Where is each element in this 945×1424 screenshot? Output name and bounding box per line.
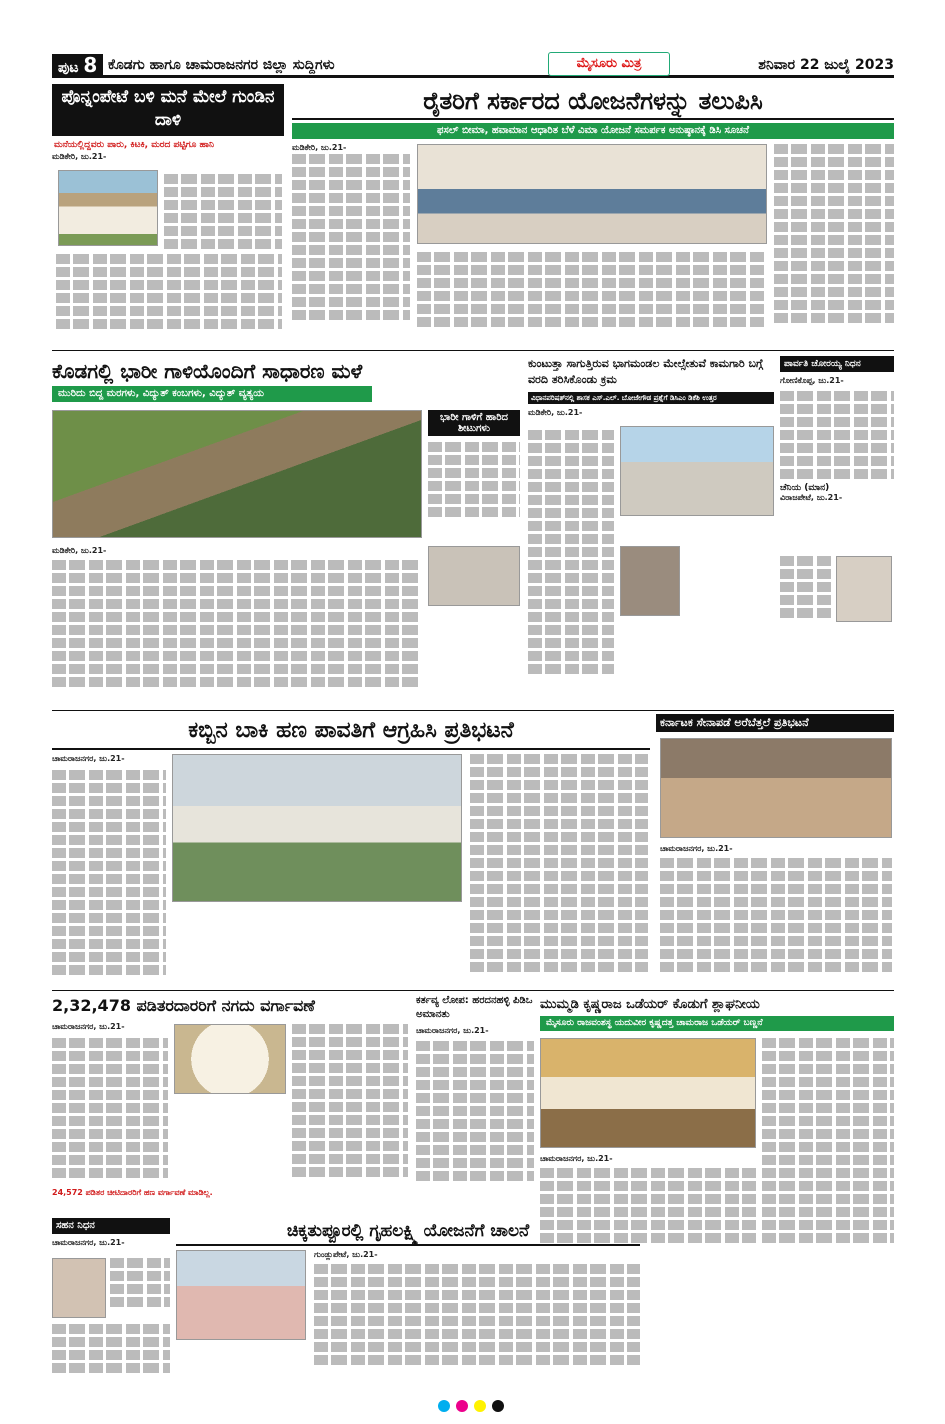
story-pdo [416, 994, 534, 1214]
registration-mark [492, 1400, 504, 1412]
page-number-badge [52, 54, 103, 76]
dateline: ಚಾಮರಾಜನಗರ, ಜು.21- [660, 844, 733, 853]
story-text-lines [780, 556, 832, 621]
dateline: ಮಡಿಕೇರಿ, ಜು.21- [528, 408, 583, 417]
story-text-lines [314, 1264, 640, 1368]
section-title: ಕೊಡಗು ಹಾಗೂ ಚಾಮರಾಜನಗರ ಜಿಲ್ಲಾ ಸುದ್ದಿಗಳು [108, 57, 335, 73]
registration-mark [474, 1400, 486, 1412]
story-text-lines [528, 430, 614, 677]
wadiyar-photo [540, 1038, 756, 1148]
dateline: ಮಡಿಕೇರಿ, ಜು.21- [52, 152, 107, 161]
divider [52, 990, 894, 991]
registration-mark [456, 1400, 468, 1412]
newspaper-logo: ಮೈಸೂರು ಮಿತ್ರ [548, 52, 670, 76]
story-ponnampete [52, 84, 284, 344]
headline-gruhalakshmi: ಚಿಕ್ಕತುಪ್ಪೂರಲ್ಲಿ ಗೃಹಲಕ್ಷ್ಮಿ ಯೋಜನೆಗೆ ಚಾಲನೆ [176, 1218, 640, 1246]
roof-photo [428, 546, 520, 606]
cash-tail [52, 1188, 213, 1199]
story-text-lines [762, 1038, 894, 1246]
story-text-lines [110, 1258, 170, 1310]
dateline: ವಿರಾಜಪೇಟೆ, ಜು.21- [780, 492, 843, 502]
fallen-tree-photo [52, 410, 422, 538]
subhead-farmers: ಫಸಲ್ ಬೀಮಾ, ಹವಾಮಾನ ಆಧಾರಿತ ಬೆಳೆ ವಿಮಾ ಯೋಜನೆ ಸಮರ್ಪಕ ಅನುಷ್ಠಾನಕ್ಕೆ ಡಿಸಿ ಸೂಚನೆ [292, 123, 894, 139]
portrait-photo [836, 556, 892, 622]
story-gruhalakshmi [176, 1218, 640, 1378]
dateline: ಚಾಮರಾಜನಗರ, ಜು.21- [540, 1154, 613, 1163]
story-rain [52, 356, 520, 706]
dateline: ಮಡಿಕೇರಿ, ಜು.21- [52, 546, 107, 555]
story-bridge [528, 356, 774, 706]
headline-cash: 2,32,478 ಪಡಿತರದಾರರಿಗೆ ನಗದು ವರ್ಗಾವಣೆ [52, 996, 315, 1015]
sidebar-sheets [428, 410, 520, 540]
dateline: ಚಾಮರಾಜನಗರ, ಜು.21- [52, 1238, 125, 1247]
story-text-lines [164, 174, 282, 252]
masthead [52, 52, 894, 78]
story-karnataka-sena [656, 714, 894, 986]
sidebar-title: ಭಾರೀ ಗಾಳಿಗೆ ಹಾರಿದ ಶೀಟುಗಳು [428, 410, 520, 436]
story-text-lines [292, 154, 410, 323]
subhead-rain: ಮುರಿದು ಬಿದ್ದ ಮರಗಳು, ವಿದ್ಯುತ್ ಕಂಬಗಳು, ವಿದ್ಯುತ್ ವ್ಯತ್ಯಯ [52, 386, 372, 402]
story-text-lines [52, 1038, 168, 1181]
headline-farmers: ರೈತರಿಗೆ ಸರ್ಕಾರದ ಯೋಜನೆಗಳನ್ನು ತಲುಪಿಸಿ [292, 84, 894, 120]
obituary-column [780, 356, 894, 706]
story-farmers [292, 84, 894, 344]
house-photo [58, 170, 158, 246]
story-text-lines [52, 770, 166, 978]
cash-tail-number: 24,572 [52, 1188, 83, 1197]
divider [52, 350, 894, 351]
story-wadiyar [540, 994, 894, 1254]
dateline: ಗುಂಡ್ಲುಪೇಟೆ, ಜು.21- [314, 1250, 378, 1259]
story-sugarcane [52, 714, 650, 986]
protest-photo [172, 754, 462, 902]
dateline: ಮಡಿಕೇರಿ, ಜು.21- [292, 143, 347, 152]
event-photo [176, 1250, 306, 1340]
story-text-lines [56, 254, 282, 332]
story-text-lines [774, 144, 894, 326]
dateline: ಚಾಮರಾಜನಗರ, ಜು.21- [52, 754, 125, 763]
obituary-title: ಪಾರ್ವತಿ ಚೋರಯ್ಯ ನಿಧನ [780, 356, 894, 372]
story-cash [52, 994, 410, 1214]
death-notice-title: ಸಹನ ನಿಧನ [52, 1218, 170, 1234]
subhead-ponnampete: ಮನೆಯಲ್ಲಿದ್ದವರು ಪಾರು, ಕಿಟಕಿ, ಮರದ ಪಟ್ಟಿಗೂ ಹಾನಿ [54, 140, 214, 150]
issue-date: ಶನಿವಾರ 22 ಜುಲೈ 2023 [758, 57, 894, 73]
headline-ponnampete: ಪೊನ್ನಂಪೇಟೆ ಬಳಿ ಮನೆ ಮೇಲೆ ಗುಂಡಿನ ದಾಳಿ [52, 84, 284, 136]
meeting-photo [417, 144, 767, 244]
subhead-wadiyar: ಮೈಸೂರು ರಾಜವಂಶಸ್ಥ ಯದುವೀರ ಕೃಷ್ಣದತ್ತ ಚಾಮರಾಜ ಒಡೆಯರ್ ಬಣ್ಣನೆ [540, 1016, 894, 1031]
sena-protest-photo [660, 738, 892, 838]
story-text-lines [428, 442, 520, 517]
story-text-lines [52, 560, 422, 690]
subhead-bridge: ವಿಧಾನಪರಿಷತ್‍ನಲ್ಲಿ ಶಾಸಕ ಎಸ್.ಎಲ್. ಬೋಜೇಗೌಡ ಪ್ರಶ್ನೆಗೆ ಡಿಸಿಎಂ ಡಿಕೆಶಿ ಉತ್ತರ [528, 392, 774, 404]
dateline: ಚಾಮರಾಜನಗರ, ಜು.21- [416, 1026, 489, 1035]
obituary-title-2: ಚೆನಿಯ (ಮಾನ) [780, 482, 830, 493]
story-text-lines [52, 1324, 170, 1376]
story-text-lines [470, 754, 648, 975]
story-death-notice [52, 1218, 170, 1378]
rice-photo [174, 1024, 286, 1094]
headline-sugarcane: ಕಬ್ಬಿನ ಬಾಕಿ ಹಣ ಪಾವತಿಗೆ ಆಗ್ರಹಿಸಿ ಪ್ರತಿಭಟನೆ [52, 714, 650, 750]
headline-karnataka-sena: ಕರ್ನಾಟಕ ಸೇನಾಪಡೆ ಅರೆಬೆತ್ತಲೆ ಪ್ರತಿಭಟನೆ [656, 714, 894, 732]
cash-tail-text: ಪಡಿತರ ಚೀಟಿದಾರರಿಗೆ ಹಣ ವರ್ಗಾವಣೆ ಮಾಡಿಲ್ಲ. [85, 1188, 213, 1197]
registration-mark [438, 1400, 450, 1412]
page-number: 8 [83, 53, 98, 77]
story-text-lines [416, 1041, 534, 1181]
divider [52, 710, 894, 711]
minister-photo [620, 546, 680, 616]
woman-portrait [52, 1258, 106, 1318]
headline-pdo: ಕರ್ತವ್ಯ ಲೋಪ: ಹರದನಹಳ್ಳಿ ಪಿಡಿಒ ಅಮಾನತು [416, 995, 533, 1020]
story-text-lines [660, 858, 892, 975]
headline-wadiyar: ಮುಮ್ಮಡಿ ಕೃಷ್ಣರಾಜ ಒಡೆಯರ್ ಕೊಡುಗೆ ಶ್ಲಾಘನೀಯ [540, 997, 760, 1012]
headline-bridge: ಕುಂಟುತ್ತಾ ಸಾಗುತ್ತಿರುವ ಭಾಗಮಂಡಲ ಮೇಲ್ಸೇತುವೆ ಕಾಮಗಾರಿ ಬಗ್ಗೆ ವರದಿ ತರಿಸಿಕೊಂಡು ಕ್ರಮ [528, 357, 764, 386]
story-text-lines [417, 252, 767, 330]
bridge-photo [620, 426, 774, 516]
page-label: ಪುಟ [58, 60, 79, 76]
story-text-lines [292, 1024, 408, 1180]
story-text-lines [780, 391, 894, 479]
headline-rain: ಕೊಡಗಲ್ಲಿ ಭಾರೀ ಗಾಳಿಯೊಂದಿಗೆ ಸಾಧಾರಣ ಮಳೆ [52, 359, 363, 383]
dateline: ಗೋಣಿಕೊಪ್ಪ, ಜು.21- [780, 376, 844, 385]
dateline: ಚಾಮರಾಜನಗರ, ಜು.21- [52, 1022, 125, 1031]
